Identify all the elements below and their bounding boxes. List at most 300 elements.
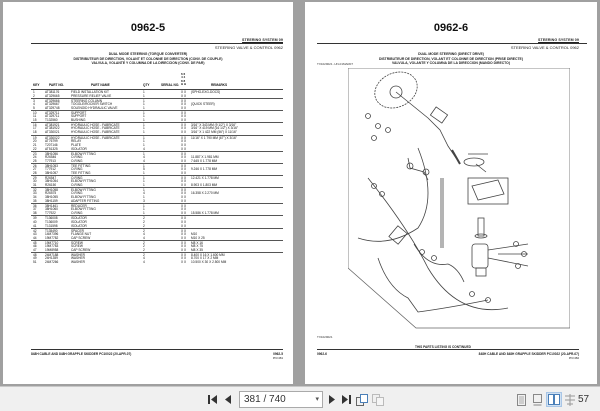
cell-qty: 2 — [143, 219, 145, 224]
cell-x: X X — [181, 142, 187, 147]
subtitle-en: DUAL MODE STEERING (DIRECT DRIVE) — [418, 52, 484, 56]
cell-qty: 1 — [143, 102, 145, 107]
cell-rem: 9.246 X 1.778 MM — [191, 166, 218, 171]
cell-key: 36 — [33, 204, 37, 209]
page-number: 0962-5 — [130, 22, 166, 34]
cell-x: X X — [181, 118, 187, 123]
cell-qty: 1 — [143, 211, 145, 216]
cell-key: 42 — [33, 228, 37, 233]
cell-name: SCREW — [71, 240, 83, 245]
cell-part: AT381176 — [45, 90, 60, 94]
cell-x: X X — [181, 123, 187, 128]
steering-exploded-diagram — [348, 68, 570, 336]
cell-qty: 4 — [143, 235, 145, 240]
cell-part: AT329665 — [45, 94, 60, 99]
cell-rem: (QUICK STEER) — [191, 102, 215, 107]
cell-part: AT329711 — [45, 111, 60, 116]
cell-part: 38H1054 — [45, 179, 58, 184]
cell-part: 38H1055 — [45, 195, 58, 200]
cell-name: O-RING — [71, 158, 83, 163]
cell-name: HYDRAULIC HOSE - FABRICATE — [71, 130, 120, 135]
cell-name: O-RING — [71, 166, 83, 171]
cell-part: T136009 — [45, 219, 58, 224]
cell-name: BUSHING — [71, 118, 86, 123]
two-page-continuous-button[interactable] — [564, 392, 576, 407]
table-row — [31, 260, 283, 264]
cell-qty: 1 — [143, 118, 145, 123]
cell-x: X X — [181, 195, 187, 200]
header-key: KEY — [33, 83, 40, 87]
cell-part: AT330021 — [45, 130, 60, 135]
cell-x: X X — [181, 240, 187, 245]
cell-rem: 3/16" X 419 MM (16 1/2") X 3/16" — [191, 126, 238, 131]
cell-x: X X — [181, 255, 187, 260]
cell-rem: 3/16" X 343 MM (9 1/2") X 3/16" — [191, 123, 237, 128]
cell-rem: M8 X 35 — [191, 247, 203, 252]
cell-part: AT330022 — [45, 135, 60, 140]
cell-x: X X — [181, 204, 187, 209]
cell-key: 38 — [33, 211, 37, 216]
footer-page: 0962-5 — [273, 352, 283, 356]
cell-name: ISOLATOR — [71, 146, 87, 151]
cell-key: 29 — [33, 175, 37, 180]
header-models — [181, 73, 186, 87]
cell-key: 46 — [33, 243, 37, 248]
parts-table — [31, 71, 283, 264]
subtitle-fr: DISTRIBUTEUR DE DIRECTION, VOLANT ET COLONNE DE DIRECTION (CONV. DE COUPLE) — [73, 56, 223, 61]
page-number-input[interactable] — [239, 391, 323, 408]
footer-title: 848H CABLE AND 848H GRAPPLE SKIDDER PC10022 (20-APR-07) — [478, 352, 579, 356]
cell-name: O-RING — [71, 211, 83, 216]
cell-key: 22 — [33, 146, 37, 151]
cell-key: 44 — [33, 235, 37, 240]
cell-part: 19M7710 — [45, 240, 59, 245]
cell-x: X X — [181, 228, 187, 233]
cell-key: 11 — [33, 114, 37, 119]
page-left — [3, 2, 293, 384]
cell-qty: 1 — [143, 204, 145, 209]
cell-part: T132560 — [45, 118, 58, 123]
cell-x: X X — [181, 216, 187, 221]
cell-qty: 2 — [143, 223, 145, 228]
cell-name: O-RING — [71, 154, 83, 159]
cell-part: 38H1461 — [45, 204, 58, 209]
cell-part: 14M7396 — [45, 231, 59, 236]
cell-x: X X — [181, 106, 187, 111]
cell-key: 25 — [33, 158, 37, 163]
cell-qty: 1 — [143, 106, 145, 111]
cell-key: 28 — [33, 170, 37, 175]
cell-qty: 1 — [143, 114, 145, 119]
cell-qty: 1 — [143, 195, 145, 200]
cell-part: R26546 — [45, 154, 57, 159]
cell-key: 15 — [33, 118, 37, 123]
footer-title: 848H CABLE AND 848H GRAPPLE SKIDDER PC10022 (20-APR-07) — [31, 352, 132, 356]
footer-pn: PN=482 — [568, 356, 579, 360]
cell-x: X X — [181, 191, 187, 196]
cell-qty: 1 — [143, 179, 145, 184]
cell-name: TOGGLE/ROCKER SWITCH — [71, 102, 113, 107]
cell-name: ELBOW FITTING — [71, 151, 96, 156]
cell-key: 47 — [33, 247, 37, 252]
cell-rem: 12.421 X 1.778 MM — [191, 175, 219, 180]
cell-key: 26 — [33, 163, 37, 168]
navigation-toolbar — [0, 386, 600, 411]
cell-key: 3 — [33, 99, 35, 104]
continuous-page-icon — [533, 394, 542, 406]
zoom-level[interactable]: 57 — [578, 394, 590, 405]
cell-part: 38H1060 — [45, 207, 58, 212]
cell-part: T77922 — [45, 211, 56, 216]
cell-name: PRESSURE RELIEF VALVE — [71, 94, 112, 99]
cell-part: AT76799 — [45, 138, 58, 143]
cell-name: ELBOW FITTING — [71, 207, 96, 212]
cell-name: RELAY — [71, 138, 82, 143]
subtitle-fr: DISTRIBUTEUR DE DIRECTION, VOLANT ET COLONNE DE DIRECTION (PRISE DIRECTE) — [379, 56, 523, 61]
table-body — [31, 90, 283, 264]
cell-part: 24H1359 — [45, 255, 58, 260]
cell-part: AT381922 — [45, 126, 60, 131]
cell-rem: 8.903 X 1.803 MM — [191, 183, 218, 188]
cell-part: AT329666 — [45, 99, 60, 104]
first-page-button[interactable] — [207, 392, 219, 407]
cell-key: 41 — [33, 223, 37, 228]
cell-part: 38H1053 — [45, 163, 58, 168]
cell-x: X X — [181, 158, 187, 163]
cell-key: 27 — [33, 166, 37, 171]
cell-part: 19M8958 — [45, 247, 59, 252]
cell-qty: 1 — [143, 135, 145, 140]
cell-qty: 1 — [143, 99, 145, 104]
cell-x: X X — [181, 188, 187, 193]
cell-x: X X — [181, 126, 187, 131]
cell-part: T77912 — [45, 166, 56, 171]
cell-key: 10 — [33, 111, 37, 116]
cell-rem: 15.586 X 1.778 MM — [191, 211, 219, 216]
cell-key: 24 — [33, 154, 37, 159]
cell-part: AT381921 — [45, 123, 60, 128]
cell-qty: 1 — [143, 175, 145, 180]
cell-part: AT329748 — [45, 106, 60, 111]
cell-qty: 1 — [143, 183, 145, 188]
cell-qty: 4 — [143, 154, 145, 159]
cell-part: 24M7266 — [45, 259, 59, 264]
cell-key: 16 — [33, 123, 37, 128]
cell-part: T77913 — [45, 158, 56, 163]
cell-qty: 4 — [143, 146, 145, 151]
cell-rem: 10.500 X 30 X 2.500 MM — [191, 259, 227, 264]
cell-name: TEE FITTING — [71, 163, 91, 168]
cell-x: X X — [181, 166, 187, 171]
prev-page-icon — [225, 395, 231, 404]
cell-name: PLATE — [71, 142, 81, 147]
cell-name: SCREW — [71, 243, 83, 248]
cell-qty: 1 — [143, 170, 145, 175]
cell-qty: 2 — [143, 240, 145, 245]
cell-x: X X — [181, 223, 187, 228]
cell-rem: 8.400 X 16 X 1.600 MM — [191, 252, 225, 257]
page-right — [305, 2, 597, 384]
cell-name: O-RING — [71, 183, 83, 188]
cell-qty: 2 — [143, 216, 145, 221]
copy-page-button[interactable] — [355, 392, 369, 407]
cell-x: X X — [181, 211, 187, 216]
cell-rem: M10 — [191, 231, 198, 236]
model-row: H H — [181, 82, 187, 87]
cell-name: ISOLATOR — [71, 216, 87, 221]
cell-qty: 2 — [143, 228, 145, 233]
cell-x: X X — [181, 243, 187, 248]
cell-key: 20 — [33, 138, 37, 143]
cell-part: 38H1058 — [45, 188, 58, 193]
cell-key: 2 — [33, 94, 35, 99]
cell-part: T207146 — [45, 142, 58, 147]
cell-part: R26150 — [45, 183, 57, 188]
header-part-name: PART NAME — [91, 83, 110, 87]
header-remarks: REMARKS — [211, 83, 228, 87]
cell-name: WASHER — [71, 255, 85, 260]
cell-part: 38H1159 — [45, 199, 58, 204]
cell-x: X X — [181, 151, 187, 156]
cell-name: SUPPORT — [71, 111, 87, 116]
cell-part: T131598 — [45, 223, 58, 228]
cell-part: R26575 — [45, 191, 57, 196]
cell-name: TEE FITTING — [71, 170, 91, 175]
cell-key: 39 — [33, 216, 37, 221]
cell-key: 18 — [33, 130, 37, 135]
cell-x: X X — [181, 111, 187, 116]
cell-qty: 1 — [143, 126, 145, 131]
cell-name: ELBOW FITTING — [71, 188, 96, 193]
section-subtitle — [3, 52, 293, 66]
cell-name: CAP SCREW — [71, 235, 91, 240]
cell-name: FLANGE NUT — [71, 231, 92, 236]
subtitle-es: VALVULA, VOLANTE Y COLUMNA DE LA DIRECCION (CONV. DE PAR) — [91, 61, 205, 66]
cell-x: X X — [181, 146, 187, 151]
cell-x: X X — [181, 199, 187, 204]
footer-page: 0962-6 — [317, 352, 327, 356]
cell-name: ELBOW FITTING — [71, 179, 96, 184]
group-label: STEERING VALVE & CONTROL 0962 — [510, 45, 579, 50]
cell-name: ISOLATOR — [71, 219, 87, 224]
cell-x: X X — [181, 154, 187, 159]
cell-key: 5 — [33, 106, 35, 111]
cell-key: 51 — [33, 259, 37, 264]
subtitle-en: DUAL MODE STEERING (TORQUE CONVERTER) — [108, 52, 188, 56]
cell-x: X X — [181, 247, 187, 252]
cell-qty: 3 — [143, 199, 145, 204]
cell-x: X X — [181, 219, 187, 224]
next-page-icon — [329, 395, 335, 404]
cell-qty: 4 — [143, 158, 145, 163]
cell-part: 19M7782 — [45, 235, 59, 240]
cell-x: X X — [181, 231, 187, 236]
cell-qty: 1 — [143, 90, 145, 94]
cell-x: X X — [181, 175, 187, 180]
cell-rem: M10 X 25 — [191, 235, 205, 240]
cell-x: X X — [181, 94, 187, 99]
cell-name: HYDRAULIC HOSE - FABRICATE — [71, 126, 120, 131]
two-page-view-button[interactable] — [546, 392, 562, 407]
cell-x: X X — [181, 179, 187, 184]
cell-x: X X — [181, 135, 187, 140]
cell-key: 1 — [33, 90, 35, 94]
single-page-icon — [517, 394, 526, 406]
cell-qty: 1 — [143, 138, 145, 143]
cell-key: 30 — [33, 179, 37, 184]
next-page-button[interactable] — [327, 392, 337, 407]
system-label: STEERING SYSTEM 09 — [242, 38, 283, 42]
footer-continued: THIS PARTS LISTING IS CONTINUED — [415, 345, 471, 349]
cell-qty: 2 — [143, 252, 145, 257]
model-row: 8 8 — [181, 78, 186, 83]
footer-rule — [317, 349, 579, 350]
cell-name: WASHER — [71, 259, 85, 264]
page-number: 0962-6 — [433, 22, 469, 34]
cell-qty: 2 — [143, 243, 145, 248]
cell-key: 4 — [33, 102, 35, 107]
cell-name: SPACER — [71, 228, 84, 233]
cell-part: AT51325 — [45, 146, 58, 151]
cell-x: X X — [181, 114, 187, 119]
cell-qty: 4 — [143, 259, 145, 264]
cell-part: 38H1056 — [45, 151, 58, 156]
cell-qty: 1 — [143, 130, 145, 135]
cell-x: X X — [181, 138, 187, 143]
cell-x: X X — [181, 235, 187, 240]
single-page-view-button[interactable] — [514, 392, 528, 407]
cell-key: 21 — [33, 142, 37, 147]
cell-key: 45 — [33, 240, 37, 245]
table-header — [31, 71, 283, 90]
cell-x: X X — [181, 90, 187, 94]
cell-part: R26547 — [45, 175, 57, 180]
cell-key: 32 — [33, 188, 37, 193]
cell-name: CAP SCREW — [71, 247, 91, 252]
cell-key: 31 — [33, 183, 37, 188]
cell-name: REDUCER — [71, 204, 87, 209]
duplicate-icon — [372, 394, 384, 406]
cell-part: AT329667 — [45, 102, 60, 107]
cell-qty: 1 — [143, 111, 145, 116]
prev-page-button[interactable] — [223, 392, 233, 407]
cell-rem: 3/16" X 1 422 MM (56") X 11/16" — [191, 130, 237, 135]
cell-qty: 2 — [143, 247, 145, 252]
group-label: STEERING VALVE & CONTROL 0962 — [214, 45, 283, 50]
cell-x: X X — [181, 183, 187, 188]
two-page-continuous-icon — [565, 394, 575, 406]
cell-qty: 1 — [143, 94, 145, 99]
cell-part: 24M7188 — [45, 252, 59, 257]
cell-x: X X — [181, 163, 187, 168]
cell-name: SOLENOID HYDRAULIC VALVE — [71, 106, 118, 111]
cell-key: 33 — [33, 191, 37, 196]
cell-rem: (SPHG-EXG-DOCS) — [191, 90, 221, 94]
cell-x: X X — [181, 99, 187, 104]
cell-name: ADAPTER FITTING — [71, 199, 100, 204]
cell-name: HYDRAULIC HOSE - FABRICATE — [71, 135, 120, 140]
cell-qty: 4 — [143, 231, 145, 236]
cell-x: X X — [181, 252, 187, 257]
subtitle-es: VALVULA, VOLANTE Y COLUMNA DE LA DIRECCION (MANDO DIRECTO) — [392, 61, 510, 66]
cell-rem: 7.645 X 1.778 MM — [191, 158, 218, 163]
cell-name: STEERING COLUMN — [71, 99, 102, 104]
copy-page-icon — [356, 394, 368, 406]
cell-key: 19 — [33, 135, 37, 140]
page-number-value: 381 / 740 — [244, 394, 286, 405]
cell-part: T136008 — [45, 216, 58, 221]
two-page-icon — [548, 394, 560, 405]
cell-qty: 5 — [143, 166, 145, 171]
cell-qty: 1 — [143, 163, 145, 168]
cell-x: X X — [181, 130, 187, 135]
cell-name: FIELD INSTALLATION KIT — [71, 90, 109, 94]
cell-qty: 1 — [143, 123, 145, 128]
last-page-icon — [341, 395, 351, 404]
cell-qty: 1 — [143, 151, 145, 156]
cell-qty: 4 — [143, 191, 145, 196]
cell-rem: 8.700 X 17 X 2 MM — [191, 255, 219, 260]
cell-part: 19M7783 — [45, 243, 59, 248]
cell-key: 43 — [33, 231, 37, 236]
cell-key: 49 — [33, 255, 37, 260]
cell-key: 37 — [33, 207, 37, 212]
first-page-icon — [208, 395, 218, 404]
cell-name: ELBOW FITTING — [71, 195, 96, 200]
cell-key: 40 — [33, 219, 37, 224]
cell-qty: 1 — [143, 142, 145, 147]
model-row: 6 6 — [181, 71, 186, 76]
cell-key: 17 — [33, 126, 37, 131]
cell-qty: 4 — [143, 255, 145, 260]
cell-rem: 16.358 X 2.270 MM — [191, 191, 219, 196]
footer-rule — [31, 349, 283, 350]
footer-pn: PN=481 — [272, 356, 283, 360]
cell-key: 48 — [33, 252, 37, 257]
last-page-button[interactable] — [340, 392, 352, 407]
chevron-down-icon[interactable]: ▾ — [315, 396, 319, 403]
header-qty: QTY — [143, 83, 150, 87]
cell-name: ISOLATOR — [71, 223, 87, 228]
cell-part: T135490 — [45, 228, 58, 233]
cell-name: WASHER — [71, 252, 85, 257]
cell-part: 38H1057 — [45, 170, 58, 175]
cell-name: SUPPORT — [71, 114, 87, 119]
cell-qty: 1 — [143, 207, 145, 212]
system-label: STEERING SYSTEM 09 — [538, 38, 579, 42]
cell-key: 23 — [33, 151, 37, 156]
cell-rem: 11.887 X 1.981 MM — [191, 154, 219, 159]
cell-qty: 1 — [143, 188, 145, 193]
diagram-reference: TX1029021 — [317, 335, 333, 339]
cell-x: X X — [181, 170, 187, 175]
duplicate-button[interactable] — [371, 392, 385, 407]
cell-name: O-RING — [71, 175, 83, 180]
header-part-no: PART NO. — [49, 83, 64, 87]
cell-key: 34 — [33, 195, 37, 200]
cell-key: 35 — [33, 199, 37, 204]
cell-x: X X — [181, 207, 187, 212]
cell-rem: M8 X 75 — [191, 243, 203, 248]
header-serial: SERIAL NO. — [161, 83, 180, 87]
cell-part: AT329711 — [45, 114, 60, 119]
cell-rem: 11/16" X 1 790 MM (67") X 3/16" — [191, 135, 237, 140]
image-reference: TX1029021 -UN-01MAR07 — [317, 62, 354, 66]
continuous-view-button[interactable] — [530, 392, 544, 407]
cell-x: X X — [181, 102, 187, 107]
cell-x: X X — [181, 259, 187, 264]
cell-name: HYDRAULIC HOSE - FABRICATE — [71, 123, 120, 128]
